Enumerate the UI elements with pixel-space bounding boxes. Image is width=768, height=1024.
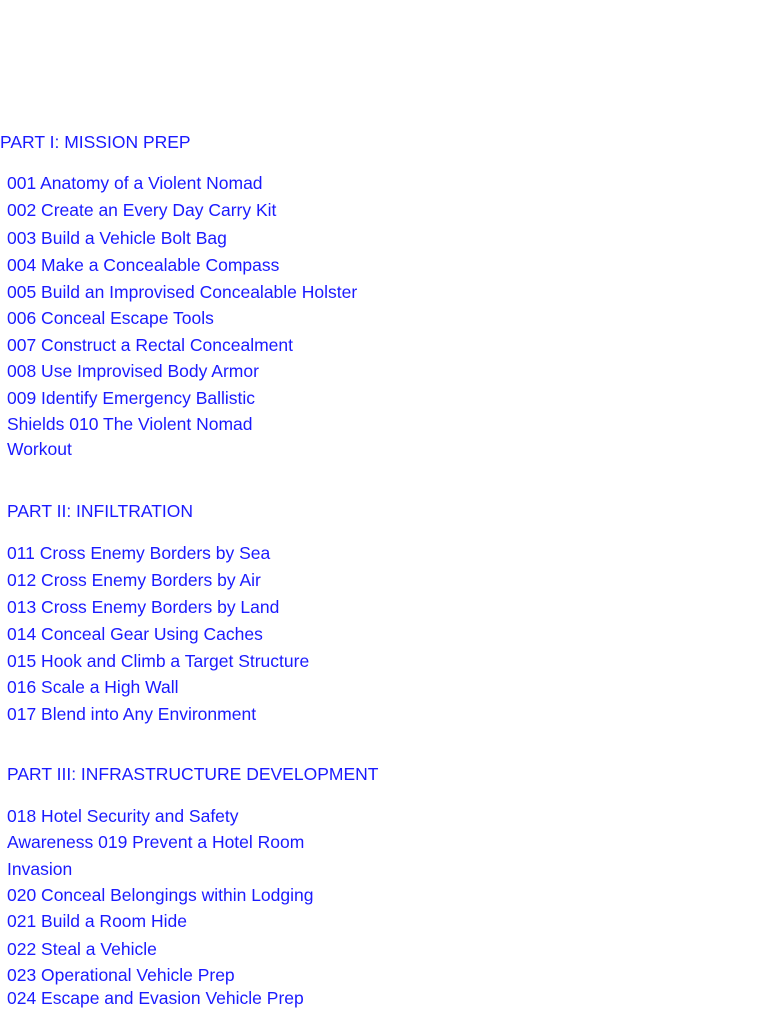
toc-entry-022-link[interactable]: 022 Steal a Vehicle	[7, 939, 157, 959]
toc-entry-023-link[interactable]: 023 Operational Vehicle Prep	[7, 965, 235, 985]
toc-entry-003-link[interactable]: 003 Build a Vehicle Bolt Bag	[7, 228, 227, 248]
toc-entry-020-link[interactable]: 020 Conceal Belongings within Lodging	[7, 885, 314, 905]
toc-entry-002-link[interactable]: 002 Create an Every Day Carry Kit	[7, 200, 277, 220]
toc-entry-004-link[interactable]: 004 Make a Concealable Compass	[7, 255, 280, 275]
toc-entry-018-link[interactable]: 018 Hotel Security and Safety	[7, 806, 239, 826]
toc-entry-015-link[interactable]: 015 Hook and Climb a Target Structure	[7, 651, 310, 671]
part-3-heading-link[interactable]: PART III: INFRASTRUCTURE DEVELOPMENT	[7, 764, 379, 784]
toc-entry-009-link[interactable]: 009 Identify Emergency Ballistic	[7, 388, 256, 408]
toc-entry-010-continued-link[interactable]: Workout	[7, 439, 72, 459]
part-1-heading-link[interactable]: PART I: MISSION PREP	[0, 132, 191, 152]
toc-entry-007-link[interactable]: 007 Construct a Rectal Concealment	[7, 335, 293, 355]
toc-entry-012-link[interactable]: 012 Cross Enemy Borders by Air	[7, 570, 261, 590]
toc-entry-014-link[interactable]: 014 Conceal Gear Using Caches	[7, 624, 263, 644]
toc-entry-016-link[interactable]: 016 Scale a High Wall	[7, 677, 179, 697]
toc-entry-005-link[interactable]: 005 Build an Improvised Concealable Holster	[7, 282, 358, 302]
toc-entry-018-019-link[interactable]: Awareness 019 Prevent a Hotel Room	[7, 832, 305, 852]
toc-entry-013-link[interactable]: 013 Cross Enemy Borders by Land	[7, 597, 280, 617]
part-2-heading-link[interactable]: PART II: INFILTRATION	[7, 501, 194, 521]
toc-entry-021-link[interactable]: 021 Build a Room Hide	[7, 911, 187, 931]
toc-entry-008-link[interactable]: 008 Use Improvised Body Armor	[7, 361, 259, 381]
toc-entry-006-link[interactable]: 006 Conceal Escape Tools	[7, 308, 214, 328]
toc-entry-019-continued-link[interactable]: Invasion	[7, 859, 73, 879]
toc-entry-009-010-link[interactable]: Shields 010 The Violent Nomad	[7, 414, 253, 434]
toc-entry-011-link[interactable]: 011 Cross Enemy Borders by Sea	[7, 543, 271, 563]
toc-entry-001-link[interactable]: 001 Anatomy of a Violent Nomad	[7, 173, 263, 193]
toc-entry-017-link[interactable]: 017 Blend into Any Environment	[7, 704, 257, 724]
toc-entry-024-link[interactable]: 024 Escape and Evasion Vehicle Prep	[7, 988, 304, 1008]
